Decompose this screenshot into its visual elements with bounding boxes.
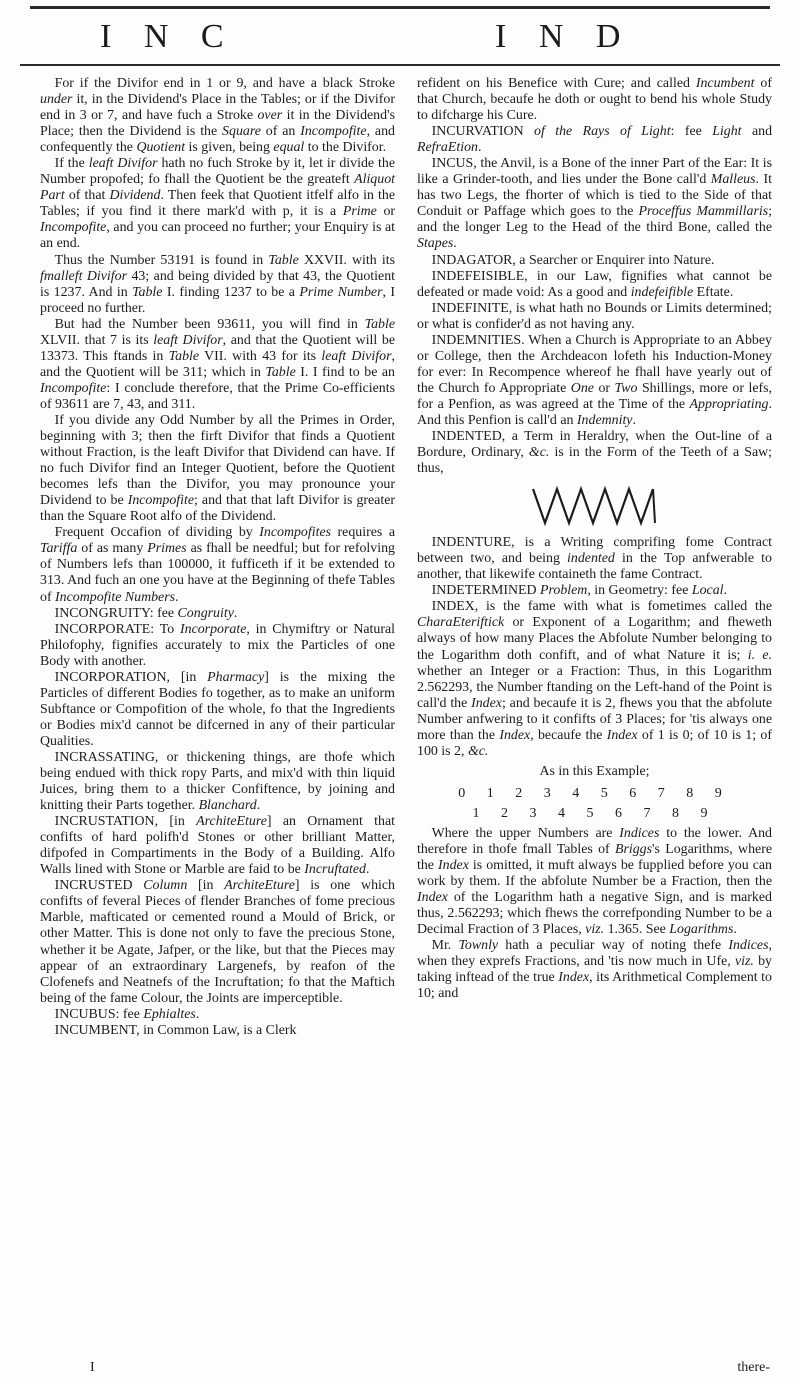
dictionary-entry: INDEFEISIBLE, in our Law, fignifies what cannot be defeated or made void: As a good and indefeifible Eftate. [417,268,772,300]
dictionary-entry: INCORPORATE: To Incorporate, in Chymiftry or Natural Philofophy, fignifies accurately to mix the Particles of one Body with another. [40,621,395,669]
dictionary-entry: INCURVATION of the Rays of Light: fee Light and RefraEtion. [417,124,773,156]
dictionary-entry: INCORPORATION, [in Pharmacy] is the mixing the Particles of different Bodies fo together, as to make an uniform Subftance or Compofition of the whole, fo that the Ingredients or Bodies mix'd cannot be difcerned in any of their particular Qualities. [40,669,395,749]
dictionary-entry: refident on his Benefice with Cure; and called Incumbent of that Church, becaufe he doth or ought to bend his whole Study to difcharge his Cure. [417,76,773,124]
right-column [417,76,772,1376]
dictionary-entry: If you divide any Odd Number by all the Primes in Order, beginning with 3; then the firft Divifor that finds a Quotient without Fraction, is the leaft Divifor that Dividend can have. If no fuch Divifor find an Integer Quotient, before the Quotient becomes lefs than the Divifor, you may pronounce your Dividend to be Incompofite; and that that laft Divifor is greater than the Square Root alfo of the Dividend. [40,412,395,525]
absolute-number-row: 1 2 3 4 5 6 7 8 9 [472,805,717,821]
dictionary-entry: INCRUSTED Column [in ArchiteEture] is one which confifts of feveral Pieces of flender Branches of fome precious Marble, mafticated or cemented round a Mould of Brick, or other Matter. This is done not only to fave the precious Stone, whether it be Agate, Jafper, or the like, but that the Pieces may appear of an extraordinary Largenefs, by reafon of the Clofenefs and Neatnefs of the Incruftation; fo that the Maftich being of the fame Colour, the Joints are imperceptible. [40,878,395,1006]
right-column-entries-b [417,535,772,760]
dictionary-entry: For if the Divifor end in 1 or 9, and have a black Stroke under it, in the Dividend's Place in the Tables; or if the Divifor end in 3 or 7, and have fuch a Stroke over it in the Dividend's Place; then the Dividend is the Square of an Incompofite, and confequently the Quotient is given, being equal to the Divifor. [40,76,395,156]
dictionary-entry: INCUS, the Anvil, is a Bone of the inner Part of the Ear: It is like a Grinder-tooth, and lies under the Bone call'd Malleus. It has two Legs, the fhorter of which is tied to the Side of that Conduit or Paffage which goes to the Proceffus Mammillaris; and the longer Leg to the Head of the third Bone, called the Stapes. [417,156,773,252]
dictionary-entry: INDENTED, a Term in Heraldry, when the Out-line of a Bordure, Ordinary, &c. is in the Form of the Teeth of a Saw; thus, [417,429,773,477]
dictionary-entry: INCUMBENT, in Common Law, is a Clerk [54,1022,297,1038]
index-number-row: 0 1 2 3 4 5 6 7 8 9 [458,785,731,801]
header-rule [20,64,780,66]
top-rule [30,6,770,9]
dictionary-entry: INDENTURE, is a Writing comprifing fome Contract between two, and being indented in the Top anfwerable to another, that likewife containeth the fame Contract. [417,535,772,583]
dictionary-entry: INDEX, is the fame with what is fometimes called the CharaEteriftick or Exponent of a Logarithm; and fheweth always of how many Places the Abfolute Number belonging to the Logarithm doth confift, and of what Nature it is; i. e. whether an Integer or a Fraction: Thus, in this Logarithm 2.562293, the Number ftanding on the Left-hand of the Point is call'd the Index; and becaufe it is 2, fhews you that the abfolute Number anfwering to it confifts of 3 Places; for 'tis always one more than the Index, becaufe the Index of 1 is 0; of 10 is 1; of 100 is 2, &c. [417,599,772,759]
dictionary-entry: Thus the Number 53191 is found in Table XXVII. with its fmalleft Divifor 43; and being divided by that 43, the Quotient is 1237. And in Table I. finding 1237 to be a Prime Number, I proceed no further. [40,252,395,316]
running-head-left: I N C [100,18,236,55]
dictionary-entry: INCRUSTATION, [in ArchiteEture] an Ornament that confifts of hard polifh'd Stones or other brilliant Matter, difpofed in Compartiments in the Body of a Building. Alfo Walls lined with Stone or Marble are faid to be Incruftated. [40,814,395,878]
running-head-right: I N D [495,18,633,55]
dictionary-entry: INCUBUS: fee Ephialtes. [54,1006,200,1022]
right-column-entries-c [417,826,772,1003]
signature-mark: I [90,1360,95,1375]
example-intro: As in this Example; [539,763,650,779]
indented-heraldry-figure [525,483,665,527]
dictionary-entry: Frequent Occafion of dividing by Incompofites requires a Tariffa of as many Primes as fhall be needful; but for refolving of Numbers lefs than 100000, it fufficeth if it be extended to 313. And fuch an one you have at the Beginning of thefe Tables of Incompofite Numbers. [40,525,395,605]
dictionary-entry: INCRASSATING, or thickening things, are thofe which being endued with thick ropy Parts, and mix'd with thin liquid Juices, bring them to a thicker Confiftence, by joining and knitting their Parts together. Blanchard. [40,749,395,814]
dictionary-entry: If the leaft Divifor hath no fuch Stroke by it, let ir divide the Number propofed; fo fhall the Quotient be the greateft Aliquot Part of that Dividend. Then feek that Quotient itfelf alfo in the Tables; if you find it there mark'd with p, it is a Prime or Incompofite, and you can proceed no further; your Enquiry is at an end. [40,156,396,252]
catchword: there- [737,1360,770,1375]
left-column [40,76,395,1376]
dictionary-entry: Where the upper Numbers are Indices to the lower. And therefore in thofe fmall Tables of Briggs's Logarithms, where the Index is omitted, it muft always be fupplied before you can work by them. If the abfolute Number be a Fraction, then the Index of the Logarithm hath a negative Sign, and is marked thus, 2.562293; which fhews the correfponding Number to be a Decimal Fraction of 3 Places, viz. 1.365. See Logarithms. [417,825,772,938]
right-column-entries-a [417,76,772,477]
dictionary-entry: INDETERMINED Problem, in Geometry: fee Local. [431,583,727,599]
dictionary-entry: INDEFINITE, is what hath no Bounds or Limits determined; or what is confider'd as not having any. [417,300,772,332]
left-column-entries [40,76,395,1039]
dictionary-entry: INCONGRUITY: fee Congruity. [54,605,238,621]
dictionary-entry: Mr. Townly hath a peculiar way of noting thefe Indices, when they exprefs Fractions, and 'tis now much in Ufe, viz. by taking inftead of the true Index, its Arithmetical Complement to 10; and [417,938,772,1002]
dictionary-entry: INDAGATOR, a Searcher or Enquirer into Nature. [431,252,715,268]
dictionary-entry: But had the Number been 93611, you will find in Table XLVII. that 7 is its leaft Divifor, and that the Quotient will be 13373. This ftands in Table VII. with 43 for its leaft Divifor, and the Quotient will be 311; which in Table I. I find to be an Incompofite: I conclude therefore, that the Prime Co-efficients of 93611 are 7, 43, and 311. [40,316,396,412]
dictionary-entry: INDEMNITIES. When a Church is Appropriate to an Abbey or College, then the Archdeacon lofeth his Induction-Money for ever: In Recompence whereof he fhall have yearly out of the Church fo Appropriate One or Two Shillings, more or lefs, for a Penfion, as was agreed at the Time of the Appropriating. And this Penfion is call'd an Indemnity. [417,332,772,428]
